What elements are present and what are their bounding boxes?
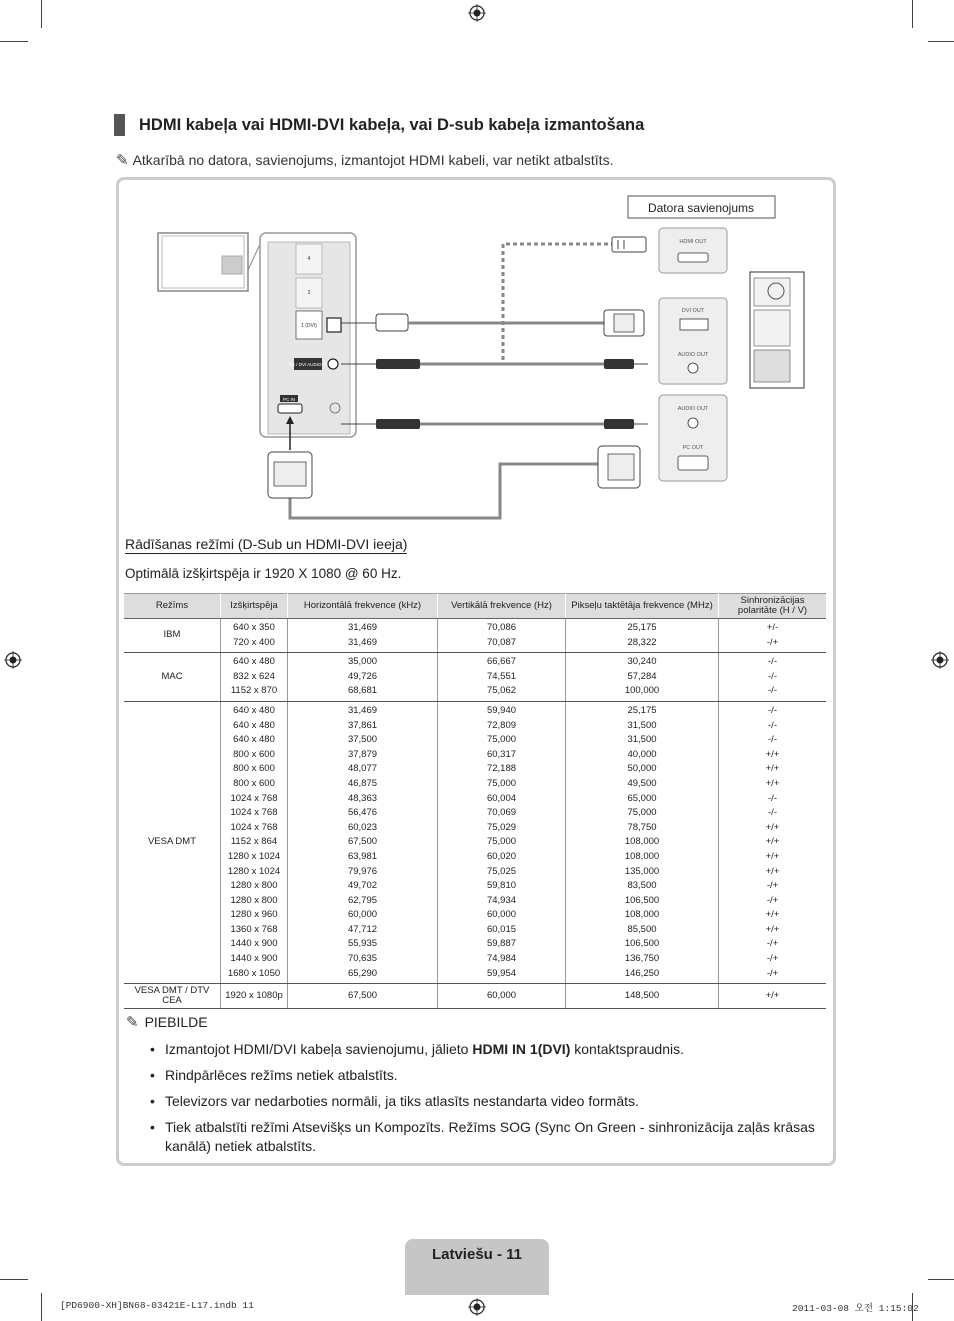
table-header: Režīms	[124, 594, 221, 619]
table-cell	[221, 653, 288, 702]
cell-value: 72,188	[486, 763, 517, 775]
cell-value: -/+	[766, 953, 779, 965]
cell-value: 37,500	[347, 734, 378, 746]
table-header: Pikseļu taktētāja frekvence (MHz)	[566, 594, 719, 619]
table-cell	[719, 653, 827, 702]
cell-value: -/-	[768, 685, 777, 697]
cell-value: 66,667	[486, 656, 517, 668]
cell-value: 49,500	[627, 777, 657, 789]
table-cell	[288, 701, 438, 983]
notes-list	[150, 1040, 830, 1163]
cell-value: 74,551	[486, 670, 517, 682]
table-header: Izšķirtspēja	[221, 594, 288, 619]
cell-value: 70,069	[486, 807, 517, 819]
cell-value: -/-	[768, 719, 777, 731]
cell-value: 59,940	[486, 704, 517, 716]
cell-value: 60,004	[486, 792, 517, 804]
cell-value: 28,322	[627, 636, 657, 648]
table-cell	[221, 984, 288, 1009]
cell-value: 136,750	[624, 953, 660, 965]
crop-mark	[0, 1279, 28, 1280]
cell-value: 1920 x 1080p	[225, 989, 283, 1001]
cell-value: 67,500	[347, 836, 378, 848]
cell-value: 75,029	[486, 821, 517, 833]
cell-value: 48,077	[347, 763, 378, 775]
cell-value: 148,500	[624, 989, 660, 1001]
cell-value: +/+	[765, 763, 780, 775]
note-text: Atkarībā no datora, savienojums, izmantojot HDMI kabeli, var netikt atbalstīts.	[132, 152, 614, 168]
cell-value: +/+	[765, 923, 780, 935]
cell-value: -/-	[768, 656, 777, 668]
cell-value: 85,500	[627, 923, 657, 935]
cell-value: 59,887	[486, 938, 517, 950]
cell-value: 35,000	[347, 656, 378, 668]
cell-value: 65,000	[627, 792, 657, 804]
notes-heading-text: PIEBILDE	[144, 1014, 208, 1030]
cell-value: 70,086	[486, 622, 517, 633]
cell-value: -/-	[768, 792, 777, 804]
cell-value: +/+	[765, 850, 780, 862]
cell-value: 50,000	[627, 763, 657, 775]
cell-value: 1152 x 870	[230, 685, 278, 697]
svg-text:PC IN: PC IN	[282, 397, 296, 402]
cell-value: -/+	[766, 894, 779, 906]
cell-value: -/-	[768, 704, 777, 716]
cell-value: 46,875	[347, 777, 378, 789]
page-number-tab	[405, 1239, 549, 1295]
cell-value: 106,500	[624, 894, 660, 906]
cell-value: 40,000	[627, 748, 657, 760]
cell-value: 59,954	[486, 967, 517, 979]
table-row	[124, 653, 826, 702]
cell-value: 640 x 480	[233, 704, 275, 716]
cell-value: 60,000	[486, 989, 517, 1001]
cell-value: 100,000	[624, 685, 660, 697]
display-modes-table	[124, 593, 826, 1009]
cell-value: 832 x 624	[233, 670, 275, 682]
cell-value: 62,795	[347, 894, 378, 906]
cell-value: 1280 x 960	[230, 909, 278, 921]
crop-mark	[928, 1279, 954, 1280]
cell-value: -/+	[766, 938, 779, 950]
footer-right: 2011-03-08 오전 1:15:02	[792, 1303, 919, 1314]
crop-mark	[41, 1293, 42, 1321]
cell-value: 31,500	[627, 734, 657, 746]
svg-text:PC / DVI AUDIO IN: PC / DVI AUDIO IN	[288, 362, 328, 367]
cell-value: 75,000	[486, 734, 517, 746]
table-cell	[288, 653, 438, 702]
table-cell	[221, 701, 288, 983]
cell-value: 47,712	[347, 923, 378, 935]
registration-mark-icon	[468, 1298, 486, 1316]
cell-value: 146,250	[624, 967, 660, 979]
cell-value: 59,810	[486, 880, 517, 892]
cell-value: 25,175	[627, 622, 657, 633]
table-row	[124, 619, 826, 653]
cell-value: 56,476	[347, 807, 378, 819]
cell-value: 800 x 600	[233, 763, 275, 775]
cell-value: 31,469	[347, 622, 378, 633]
cell-value: 1680 x 1050	[227, 967, 281, 979]
cell-value: -/+	[766, 880, 779, 892]
cell-value: 31,500	[627, 719, 657, 731]
cell-value: 106,500	[624, 938, 660, 950]
svg-text:AUDIO OUT: AUDIO OUT	[677, 352, 709, 358]
table-row	[124, 984, 826, 1009]
cell-value: 1280 x 800	[230, 894, 278, 906]
svg-text:DVI OUT: DVI OUT	[681, 308, 705, 314]
cell-value: -/-	[768, 807, 777, 819]
cell-value: 108,000	[624, 850, 660, 862]
port-name: HDMI IN 1(DVI)	[472, 1041, 571, 1057]
cell-value: 70,087	[486, 636, 517, 648]
cell-value: 83,500	[627, 880, 657, 892]
cell-value: 108,000	[624, 909, 660, 921]
cell-value: +/+	[765, 909, 780, 921]
cell-value: 75,000	[486, 777, 517, 789]
cell-value: +/+	[765, 836, 780, 848]
cell-value: 60,023	[347, 821, 378, 833]
cell-value: 1024 x 768	[230, 821, 278, 833]
cell-value: 75,062	[486, 685, 517, 697]
cell-value: 78,750	[627, 821, 657, 833]
list-item: • Rindpārlēces režīms netiek atbalstīts.	[150, 1066, 830, 1085]
table-cell	[566, 701, 719, 983]
table-header-row	[124, 594, 826, 619]
cell-value: 720 x 400	[233, 636, 275, 648]
pc-label: Datora savienojums	[647, 201, 755, 215]
table-cell	[566, 619, 719, 653]
table-header: Vertikālā frekvence (Hz)	[438, 594, 566, 619]
cell-value: 57,284	[627, 670, 657, 682]
optimal-resolution: Optimālā izšķirtspēja ir 1920 X 1080 @ 60 Hz.	[125, 566, 402, 581]
registration-mark-icon	[4, 651, 22, 669]
cell-value: 68,681	[347, 685, 378, 697]
svg-text:1 (DVI): 1 (DVI)	[301, 323, 317, 329]
cell-value: +/+	[765, 989, 780, 1001]
svg-text:PC OUT: PC OUT	[682, 445, 704, 451]
cell-value: 108,000	[624, 836, 660, 848]
table-cell	[438, 984, 566, 1009]
cell-value: 25,175	[627, 704, 657, 716]
cell-value: 1440 x 900	[230, 953, 278, 965]
mode-cell: IBM	[124, 619, 221, 653]
cell-value: +/-	[766, 622, 779, 633]
table-cell	[566, 984, 719, 1009]
cell-value: 1280 x 800	[230, 880, 278, 892]
cell-value: -/+	[766, 636, 779, 648]
cell-value: 63,981	[347, 850, 378, 862]
cell-value: 135,000	[624, 865, 660, 877]
cell-value: 640 x 480	[233, 719, 275, 731]
cell-value: -/-	[768, 670, 777, 682]
cell-value: 640 x 350	[233, 622, 275, 633]
cell-value: -/+	[766, 967, 779, 979]
cell-value: 60,317	[486, 748, 517, 760]
cell-value: +/+	[765, 777, 780, 789]
cell-value: 31,469	[347, 704, 378, 716]
cell-value: 75,000	[486, 836, 517, 848]
cell-value: 60,015	[486, 923, 517, 935]
cell-value: 1152 x 864	[230, 836, 278, 848]
cell-value: 640 x 480	[233, 734, 275, 746]
table-cell	[438, 701, 566, 983]
cell-value: 800 x 600	[233, 748, 275, 760]
svg-text:4: 4	[307, 256, 311, 262]
table-cell	[719, 619, 827, 653]
mode-cell: VESA DMT / DTV CEA	[124, 984, 221, 1009]
footer-left: [PD6900-XH]BN68-03421E-L17.indb 11	[60, 1300, 254, 1311]
list-item: • Tiek atbalstīti režīmi Atsevišķs un Kompozīts. Režīms SOG (Sync On Green - sinhronizācija zaļās krāsas kanālā) netiek atbalstīts.	[150, 1118, 830, 1156]
cell-value: 31,469	[347, 636, 378, 648]
registration-mark-icon	[931, 651, 949, 669]
pencil-icon: ✎	[116, 152, 129, 169]
display-modes-title: Rādīšanas režīmi (D-Sub un HDMI-DVI ieeja)	[125, 536, 408, 552]
cell-value: 1024 x 768	[230, 807, 278, 819]
cell-value: 30,240	[627, 656, 657, 668]
cell-value: 37,861	[347, 719, 378, 731]
svg-text:2: 2	[307, 290, 311, 296]
table-cell	[719, 701, 827, 983]
cell-value: 60,000	[347, 909, 378, 921]
cell-value: +/+	[765, 821, 780, 833]
mode-cell: MAC	[124, 653, 221, 702]
mode-cell: VESA DMT	[124, 701, 221, 983]
table-cell	[221, 619, 288, 653]
cell-value: 74,934	[486, 894, 517, 906]
cell-value: 60,000	[486, 909, 517, 921]
cell-value: 1024 x 768	[230, 792, 278, 804]
cell-value: +/+	[765, 865, 780, 877]
cell-value: 49,726	[347, 670, 378, 682]
cell-value: 55,935	[347, 938, 378, 950]
cell-value: -/-	[768, 734, 777, 746]
cell-value: 74,984	[486, 953, 517, 965]
cell-value: 75,025	[486, 865, 517, 877]
cell-value: 72,809	[486, 719, 517, 731]
cell-value: 1440 x 900	[230, 938, 278, 950]
notes-heading	[126, 1013, 208, 1031]
connection-diagram	[0, 0, 954, 530]
table-row	[124, 701, 826, 983]
cell-value: 65,290	[347, 967, 378, 979]
table-cell	[438, 619, 566, 653]
cell-value: 640 x 480	[233, 656, 275, 668]
table-cell	[288, 984, 438, 1009]
list-item: • Televizors var nedarboties normāli, ja tiks atlasīts nestandarta video formāts.	[150, 1092, 830, 1111]
cell-value: 60,020	[486, 850, 517, 862]
list-item: • Izmantojot HDMI/DVI kabeļa savienojumu, jālieto HDMI IN 1(DVI) kontaktspraudnis.	[150, 1040, 830, 1059]
table-cell	[719, 984, 827, 1009]
cell-value: 37,879	[347, 748, 378, 760]
cell-value: 48,363	[347, 792, 378, 804]
cell-value: 1280 x 1024	[227, 865, 281, 877]
cell-value: 1280 x 1024	[227, 850, 281, 862]
svg-text:HDMI OUT: HDMI OUT	[679, 239, 707, 245]
table-cell	[566, 653, 719, 702]
cell-value: 800 x 600	[233, 777, 275, 789]
cell-value: 1360 x 768	[230, 923, 278, 935]
cell-value: 79,976	[347, 865, 378, 877]
cell-value: 70,635	[347, 953, 378, 965]
table-header: Sinhronizācijas polaritāte (H / V)	[719, 594, 827, 619]
cell-value: 75,000	[627, 807, 657, 819]
svg-text:AUDIO OUT: AUDIO OUT	[677, 406, 709, 412]
table-cell	[438, 653, 566, 702]
heading-text: HDMI kabeļa vai HDMI-DVI kabeļa, vai D-sub kabeļa izmantošana	[139, 115, 645, 134]
cell-value: 67,500	[347, 989, 378, 1001]
table-cell	[288, 619, 438, 653]
table-header: Horizontālā frekvence (kHz)	[288, 594, 438, 619]
pencil-icon: ✎	[126, 1014, 139, 1031]
cell-value: 49,702	[347, 880, 378, 892]
page-number: Latviešu - 11	[431, 1246, 523, 1263]
cell-value: +/+	[765, 748, 780, 760]
